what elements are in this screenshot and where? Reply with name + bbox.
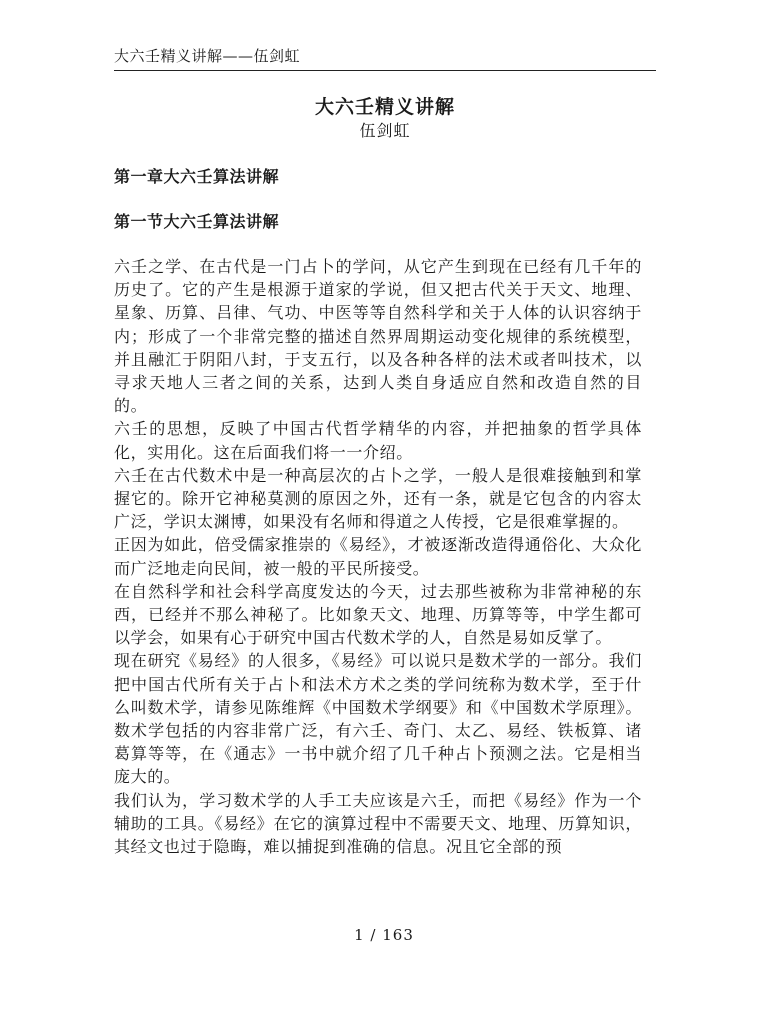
- paragraph: 现在研究《易经》的人很多，《易经》可以说只是数术学的一部分。我们把中国古代所有关于占卜和法术方术之类的学问统称为数术学，至于什么叫数术学，请参见陈维辉《中国数术学纲要》和《中国数术学原理》。数术学包括的内容非常广泛，有六壬、奇门、太乙、易经、铁板算、诸葛算等等，在《通志》一书中就介绍了几千种占卜预测之法。它是相当庞大的。: [114, 651, 642, 787]
- body-text: [114, 255, 642, 858]
- document-title: 大六壬精义讲解: [314, 96, 455, 118]
- paragraph: 六壬在古代数术中是一种高层次的占卜之学，一般人是很难接触到和掌握它的。除开它神秘莫测的原因之外，还有一条，就是它包含的内容太广泛，学识太渊博，如果没有名师和得道之人传授，它是很难掌握的。: [114, 465, 642, 532]
- section-heading: 第一节大六壬算法讲解: [114, 212, 280, 231]
- paragraph: 六壬之学、在古代是一门占卜的学问，从它产生到现在已经有几千年的历史了。它的产生是根源于道家的学说，但又把古代关于天文、地理、星象、历算、吕律、气功、中医等等自然科学和关于人体的认识容纳于内；形成了一个非常完整的描述自然界周期运动变化规律的系统模型，并且融汇于阴阳八封，于支五行，以及各种各样的法术或者叫技术，以寻求天地人三者之间的关系，达到人类自身适应自然和改造自然的目的。: [114, 257, 642, 416]
- running-header-title: 大六壬精义讲解——伍剑虹: [114, 47, 301, 65]
- page-indicator: 1 / 163: [354, 926, 414, 944]
- paragraph: 正因为如此，倍受儒家推崇的《易经》，才被逐渐改造得通俗化、大众化而广泛地走向民间，被一般的平民所接受。: [114, 535, 642, 578]
- paragraph: 在自然科学和社会科学高度发达的今天，过去那些被称为非常神秘的东西，已经并不那么神秘了。比如象天文、地理、历算等等，中学生都可以学会，如果有心于研究中国古代数术学的人，自然是易如反掌了。: [114, 581, 642, 648]
- paragraph: 六壬的思想，反映了中国古代哲学精华的内容，并把抽象的哲学具体化，实用化。这在后面我们将一一介绍。: [114, 419, 642, 462]
- running-header: [114, 44, 656, 71]
- document-author: 伍剑虹: [359, 121, 411, 140]
- chapter-heading: 第一章大六壬算法讲解: [114, 167, 280, 186]
- paragraph: 我们认为，学习数术学的人手工夫应该是六壬，而把《易经》作为一个辅助的工具。《易经》在它的演算过程中不需要天文、地理、历算知识，其经文也过于隐晦，难以捕捉到准确的信息。况且它全部的预: [114, 790, 642, 857]
